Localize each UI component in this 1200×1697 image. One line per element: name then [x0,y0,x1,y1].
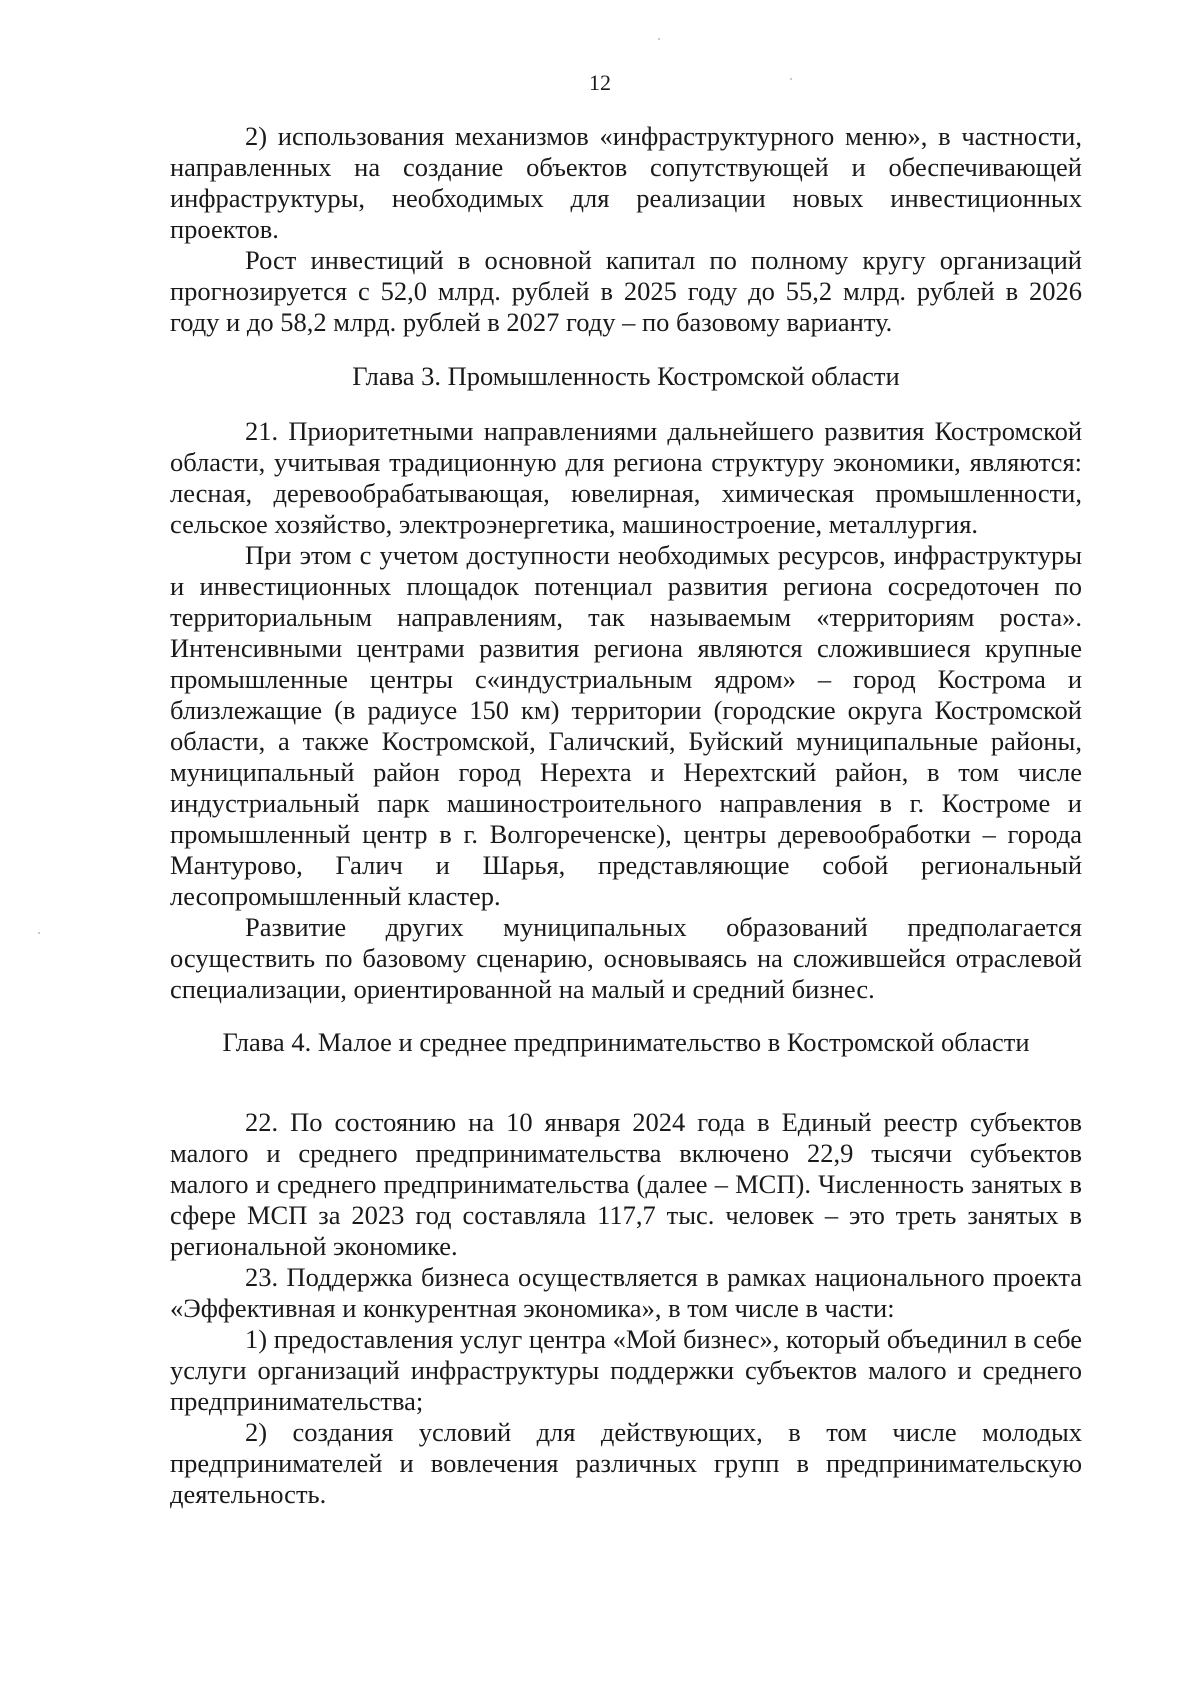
chapter-3-heading: Глава 3. Промышленность Костромской области [352,361,900,391]
paragraph-entrepreneur-conditions: 2) создания условий для действующих, в том числе молодых предпринимателей и вовлечения различных групп в предпринимательскую деятельность. [170,1417,1082,1509]
paragraph-my-business-center: 1) предоставления услуг центра «Мой бизнес», который объединил в себе услуги организаций инфраструктуры поддержки субъектов малого и среднего предпринимательства; [170,1324,1082,1416]
paragraph-21-priorities: 21. Приоритетными направлениями дальнейшего развития Костромской области, учитывая традиционную для региона структуру экономики, являются: лесная, деревообрабатывающая, ювелирная, химическая промышленности, сельское хозяйство, электроэнергетика, машиностроение, металлургия. [170,416,1082,539]
paragraph-22-sme-registry: 22. По состоянию на 10 января 2024 года в Единый реестр субъектов малого и среднего предпринимательства включено 22,9 тысячи субъектов малого и среднего предпринимательства (далее – МСП). Численность занятых в сфере МСП за 2023 год составляла 117,7 тыс. человек – это треть занятых в региональной экономике. [170,1107,1082,1261]
paragraph-growth-territories: При этом с учетом доступности необходимых ресурсов, инфраструктуры и инвестиционных площадок потенциал развития региона сосредоточен по территориальным направлениям, так называемым «территориям роста». Интенсивными центрами развития региона являются сложившиеся крупные промышленные центры с«индустриальным ядром» – город Кострома и близлежащие (в радиусе 150 км) территории (городские округа Костромской области, а также Костромской, Галичский, Буйский муниципальные районы, муниципальный район город Нерехта и Нерехтский район, в том числе индустриальный парк машиностроительного направления в г. Костроме и промышленный центр в г. Волгореченске), центры деревообработки – города Мантурово, Галич и Шарья, представляющие собой региональный лесопромышленный кластер. [170,540,1082,911]
document-body [170,121,1082,1510]
paragraph-investment-growth: Рост инвестиций в основной капитал по полному кругу организаций прогнозируется с 52,0 млрд. рублей в 2025 году до 55,2 млрд. рублей в 2026 году и до 58,2 млрд. рублей в 2027 году – по базовому варианту. [170,245,1082,337]
paragraph-infrastructure-menu: 2) использования механизмов «инфраструктурного меню», в частности, направленных на создание объектов сопутствующей и обеспечивающей инфраструктуры, необходимых для реализации новых инвестиционных проектов. [170,121,1082,244]
paragraph-23-business-support: 23. Поддержка бизнеса осуществляется в рамках национального проекта «Эффективная и конкурентная экономика», в том числе в части: [170,1262,1082,1323]
scan-speck [658,38,660,40]
paragraph-other-municipalities: Развитие других муниципальных образований предполагается осуществить по базовому сценарию, основываясь на сложившейся отраслевой специализации, ориентированной на малый и средний бизнес. [170,912,1082,1004]
scan-speck [38,932,40,934]
page-number: 12 [589,70,611,95]
chapter-4-heading: Глава 4. Малое и среднее предпринимательство в Костромской области [222,1027,1030,1057]
